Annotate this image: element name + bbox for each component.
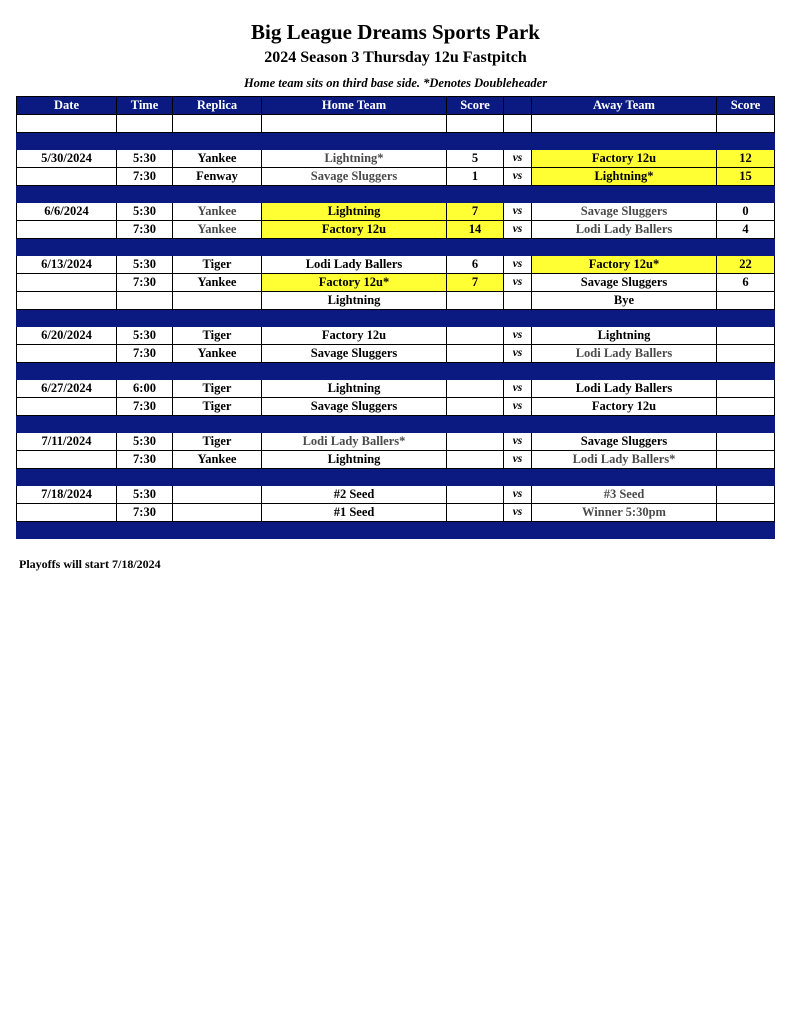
col-header-away-score: Score — [717, 97, 775, 115]
vs-cell: vs — [504, 504, 532, 522]
home-team-cell: Lodi Lady Ballers* — [262, 433, 447, 451]
table-row — [17, 256, 775, 274]
week-separator — [17, 469, 775, 486]
home-score-cell — [447, 451, 504, 469]
date-cell: 6/20/2024 — [17, 327, 117, 345]
away-score-cell: 0 — [717, 203, 775, 221]
time-cell — [117, 292, 173, 310]
home-score-cell — [447, 327, 504, 345]
date-cell — [17, 345, 117, 363]
home-score-cell: 1 — [447, 168, 504, 186]
away-score-cell: 22 — [717, 256, 775, 274]
separator-bar — [17, 469, 775, 486]
separator-bar — [17, 239, 775, 256]
away-team-cell: Lightning* — [532, 168, 717, 186]
away-score-cell — [717, 292, 775, 310]
replica-cell: Yankee — [173, 221, 262, 239]
home-score-cell — [447, 380, 504, 398]
col-header-home-team: Home Team — [262, 97, 447, 115]
vs-cell: vs — [504, 433, 532, 451]
away-score-cell — [717, 486, 775, 504]
replica-cell: Yankee — [173, 274, 262, 292]
home-team-cell: Lodi Lady Ballers — [262, 256, 447, 274]
replica-cell: Yankee — [173, 203, 262, 221]
separator-bar — [17, 133, 775, 150]
home-team-cell: Lightning* — [262, 150, 447, 168]
vs-cell: vs — [504, 380, 532, 398]
date-cell: 6/13/2024 — [17, 256, 117, 274]
col-header-away-team: Away Team — [532, 97, 717, 115]
empty-cell — [17, 115, 117, 133]
home-score-cell: 7 — [447, 203, 504, 221]
vs-cell: vs — [504, 150, 532, 168]
away-team-cell: Savage Sluggers — [532, 274, 717, 292]
vs-cell: vs — [504, 486, 532, 504]
away-team-cell: Winner 5:30pm — [532, 504, 717, 522]
empty-cell — [532, 115, 717, 133]
table-row — [17, 292, 775, 310]
time-cell: 6:00 — [117, 380, 173, 398]
col-header-vs — [504, 97, 532, 115]
away-score-cell — [717, 345, 775, 363]
home-team-cell: Factory 12u — [262, 221, 447, 239]
away-team-cell: #3 Seed — [532, 486, 717, 504]
vs-cell: vs — [504, 345, 532, 363]
table-row — [17, 168, 775, 186]
table-row — [17, 345, 775, 363]
table-row — [17, 380, 775, 398]
table-row — [17, 486, 775, 504]
away-team-cell: Savage Sluggers — [532, 433, 717, 451]
away-team-cell: Factory 12u — [532, 150, 717, 168]
blank-row — [17, 115, 775, 133]
home-team-cell: Factory 12u — [262, 327, 447, 345]
date-cell — [17, 274, 117, 292]
date-cell — [17, 398, 117, 416]
away-score-cell — [717, 398, 775, 416]
time-cell: 7:30 — [117, 221, 173, 239]
away-team-cell: Savage Sluggers — [532, 203, 717, 221]
col-header-time: Time — [117, 97, 173, 115]
home-score-cell — [447, 504, 504, 522]
time-cell: 7:30 — [117, 274, 173, 292]
home-score-cell — [447, 486, 504, 504]
date-cell: 6/27/2024 — [17, 380, 117, 398]
week-separator — [17, 363, 775, 380]
date-cell: 6/6/2024 — [17, 203, 117, 221]
time-cell: 7:30 — [117, 451, 173, 469]
home-score-cell — [447, 433, 504, 451]
table-row — [17, 504, 775, 522]
replica-cell — [173, 504, 262, 522]
away-score-cell: 4 — [717, 221, 775, 239]
home-score-cell: 7 — [447, 274, 504, 292]
away-team-cell: Factory 12u — [532, 398, 717, 416]
vs-cell: vs — [504, 168, 532, 186]
date-cell: 7/11/2024 — [17, 433, 117, 451]
replica-cell: Tiger — [173, 256, 262, 274]
home-score-cell — [447, 292, 504, 310]
time-cell: 5:30 — [117, 150, 173, 168]
time-cell: 7:30 — [117, 168, 173, 186]
home-team-cell: #1 Seed — [262, 504, 447, 522]
replica-cell: Tiger — [173, 398, 262, 416]
replica-cell: Tiger — [173, 433, 262, 451]
col-header-replica: Replica — [173, 97, 262, 115]
away-team-cell: Lodi Lady Ballers — [532, 345, 717, 363]
home-team-cell: Lightning — [262, 380, 447, 398]
date-cell — [17, 168, 117, 186]
table-header-row — [17, 97, 775, 115]
separator-bar — [17, 416, 775, 433]
time-cell: 7:30 — [117, 504, 173, 522]
table-row — [17, 150, 775, 168]
replica-cell: Tiger — [173, 327, 262, 345]
time-cell: 5:30 — [117, 433, 173, 451]
empty-cell — [504, 115, 532, 133]
home-team-cell: Factory 12u* — [262, 274, 447, 292]
home-score-cell — [447, 398, 504, 416]
week-separator — [17, 133, 775, 150]
empty-cell — [717, 115, 775, 133]
home-team-cell: Lightning — [262, 451, 447, 469]
home-score-cell: 14 — [447, 221, 504, 239]
away-score-cell: 6 — [717, 274, 775, 292]
replica-cell: Tiger — [173, 380, 262, 398]
replica-cell — [173, 292, 262, 310]
date-cell — [17, 221, 117, 239]
page-subtitle: 2024 Season 3 Thursday 12u Fastpitch — [264, 49, 527, 66]
away-team-cell: Factory 12u* — [532, 256, 717, 274]
time-cell: 7:30 — [117, 345, 173, 363]
home-score-cell: 6 — [447, 256, 504, 274]
home-score-cell: 5 — [447, 150, 504, 168]
date-cell: 5/30/2024 — [17, 150, 117, 168]
week-separator — [17, 522, 775, 539]
vs-cell: vs — [504, 398, 532, 416]
time-cell: 5:30 — [117, 203, 173, 221]
away-score-cell — [717, 380, 775, 398]
home-team-cell: #2 Seed — [262, 486, 447, 504]
table-row — [17, 221, 775, 239]
table-row — [17, 274, 775, 292]
vs-cell: vs — [504, 256, 532, 274]
playoffs-note: Playoffs will start 7/18/2024 — [19, 557, 161, 571]
vs-cell: vs — [504, 221, 532, 239]
week-separator — [17, 416, 775, 433]
home-score-cell — [447, 345, 504, 363]
empty-cell — [173, 115, 262, 133]
away-score-cell: 12 — [717, 150, 775, 168]
vs-cell: vs — [504, 274, 532, 292]
empty-cell — [447, 115, 504, 133]
away-score-cell — [717, 504, 775, 522]
away-score-cell — [717, 327, 775, 345]
date-cell: 7/18/2024 — [17, 486, 117, 504]
vs-cell: vs — [504, 327, 532, 345]
time-cell: 5:30 — [117, 486, 173, 504]
away-team-cell: Lightning — [532, 327, 717, 345]
away-team-cell: Lodi Lady Ballers — [532, 380, 717, 398]
week-separator — [17, 239, 775, 256]
time-cell: 5:30 — [117, 256, 173, 274]
away-score-cell — [717, 433, 775, 451]
date-cell — [17, 451, 117, 469]
table-row — [17, 398, 775, 416]
separator-bar — [17, 363, 775, 380]
vs-cell: vs — [504, 451, 532, 469]
header-note: Home team sits on third base side. *Denotes Doubleheader — [243, 76, 548, 90]
home-team-cell: Savage Sluggers — [262, 345, 447, 363]
replica-cell: Yankee — [173, 150, 262, 168]
replica-cell: Fenway — [173, 168, 262, 186]
away-team-cell: Lodi Lady Ballers* — [532, 451, 717, 469]
away-score-cell — [717, 451, 775, 469]
vs-cell: vs — [504, 203, 532, 221]
col-header-date: Date — [17, 97, 117, 115]
vs-cell — [504, 292, 532, 310]
page-title: Big League Dreams Sports Park — [251, 20, 540, 44]
separator-bar — [17, 310, 775, 327]
table-row — [17, 433, 775, 451]
replica-cell: Yankee — [173, 345, 262, 363]
home-team-cell: Savage Sluggers — [262, 168, 447, 186]
time-cell: 7:30 — [117, 398, 173, 416]
col-header-home-score: Score — [447, 97, 504, 115]
table-row — [17, 327, 775, 345]
separator-bar — [17, 522, 775, 539]
table-row — [17, 203, 775, 221]
empty-cell — [262, 115, 447, 133]
separator-bar — [17, 186, 775, 203]
schedule-table — [16, 96, 775, 539]
home-team-cell: Lightning — [262, 292, 447, 310]
replica-cell: Yankee — [173, 451, 262, 469]
date-cell — [17, 292, 117, 310]
date-cell — [17, 504, 117, 522]
away-team-cell: Lodi Lady Ballers — [532, 221, 717, 239]
away-team-cell: Bye — [532, 292, 717, 310]
home-team-cell: Savage Sluggers — [262, 398, 447, 416]
week-separator — [17, 186, 775, 203]
away-score-cell: 15 — [717, 168, 775, 186]
replica-cell — [173, 486, 262, 504]
table-row — [17, 451, 775, 469]
week-separator — [17, 310, 775, 327]
empty-cell — [117, 115, 173, 133]
time-cell: 5:30 — [117, 327, 173, 345]
home-team-cell: Lightning — [262, 203, 447, 221]
